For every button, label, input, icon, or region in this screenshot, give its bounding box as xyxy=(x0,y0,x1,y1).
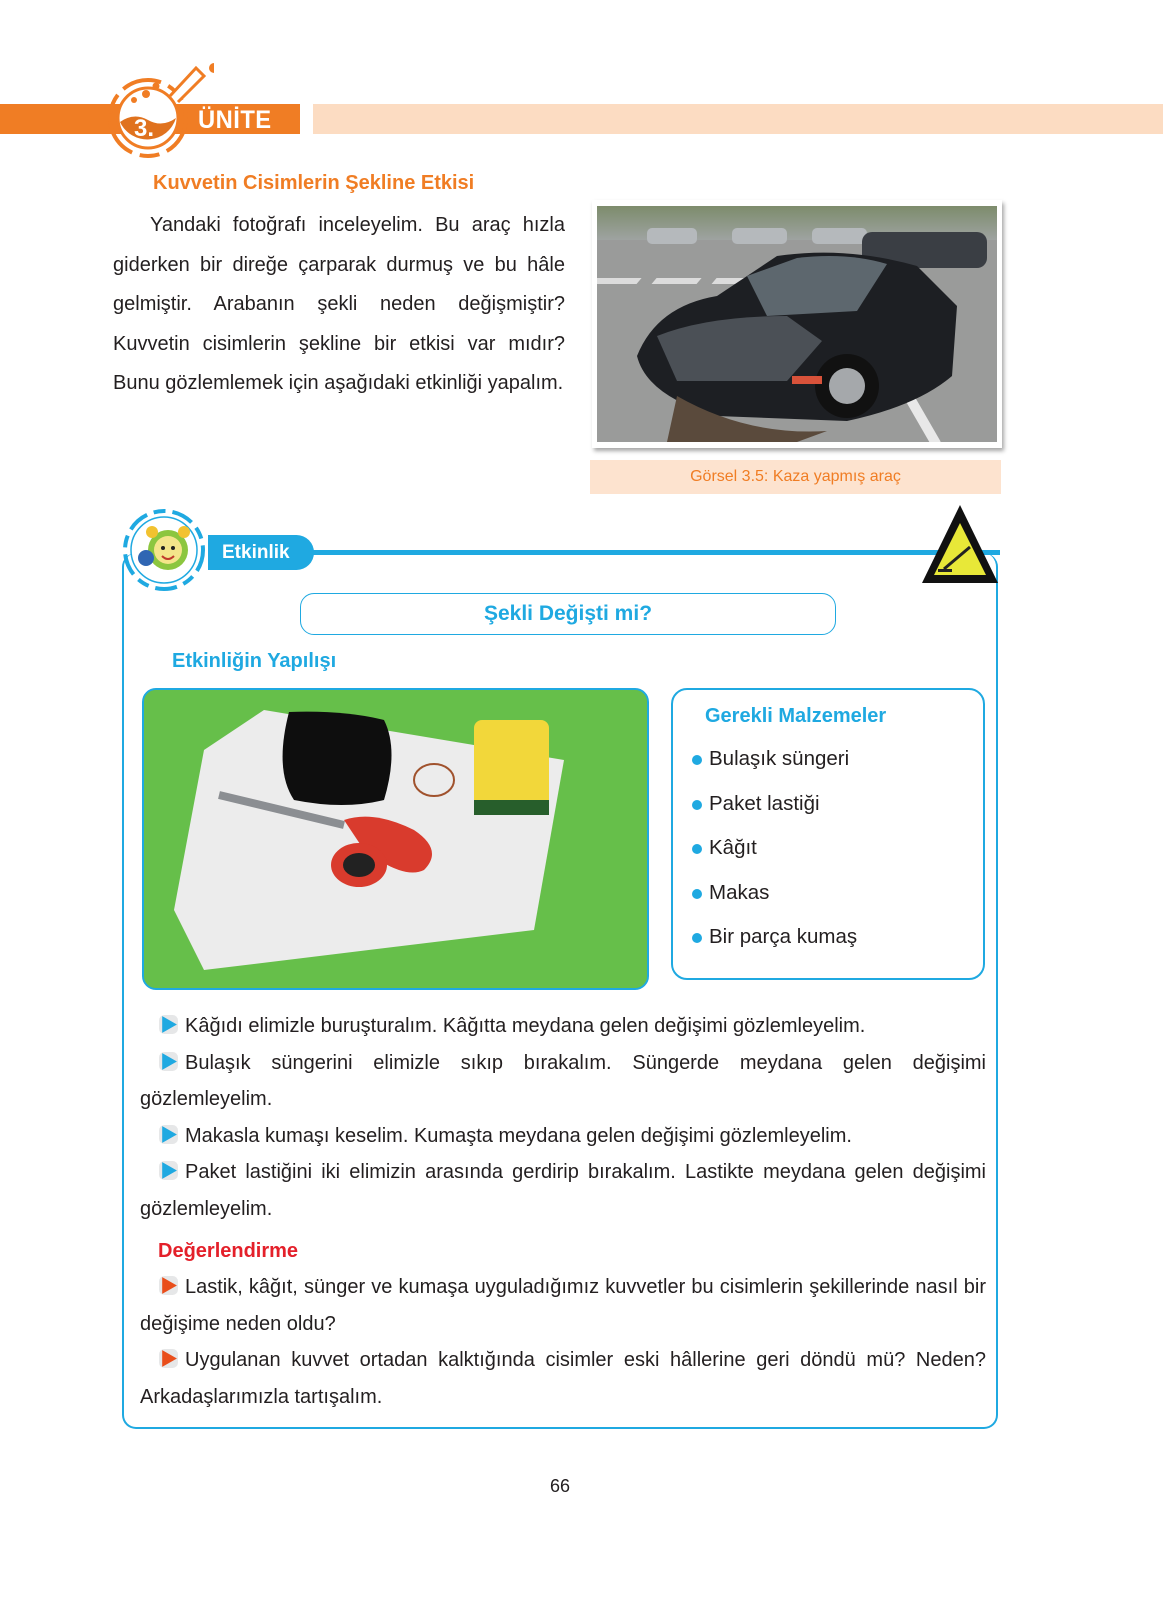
crashed-car-photo xyxy=(597,206,997,442)
red-arrow-icon xyxy=(158,1275,179,1296)
step-item: Makasla kumaşı keselim. Kumaşta meydana gelen değişimi gözlemleyelim. xyxy=(140,1118,986,1155)
warning-sign-icon xyxy=(920,503,1000,585)
list-item: Bir parça kumaş xyxy=(692,920,857,965)
intro-paragraph: Yandaki fotoğrafı inceleyelim. Bu araç hızla giderken bir direğe çarparak durmuş ve bu hâle gelmiştir. Arabanın şekli neden değişmiştir? Kuvvetin cisimlerin şekline bir etkisi var mıdır? Bunu gözlemlemek için aşağıdaki etkinliği yapalım. xyxy=(113,214,565,394)
bullet-icon xyxy=(692,844,702,854)
list-item: Paket lastiği xyxy=(692,787,857,832)
blue-arrow-icon xyxy=(158,1014,179,1035)
activity-header-line xyxy=(300,550,1000,555)
step-item: Bulaşık süngerini elimizle sıkıp bırakalım. Süngerde meydana gelen değişimi gözlemleyelim. xyxy=(140,1051,986,1110)
materials-list xyxy=(692,742,857,965)
evaluation-question: Lastik, kâğıt, sünger ve kumaşa uyguladığımız kuvvetler bu cisimlerin şekillerinde nasıl bir değişime neden oldu? xyxy=(140,1276,986,1335)
blue-arrow-icon xyxy=(158,1160,179,1181)
evaluation-heading: Değerlendirme xyxy=(158,1240,299,1262)
activity-tab: Etkinlik xyxy=(208,535,314,570)
step-item: Paket lastiğini iki elimizin arasında gerdirip bırakalım. Lastikte meydana gelen değişimi gözlemleyelim. xyxy=(140,1161,986,1220)
bullet-icon xyxy=(692,933,702,943)
unit-header-band xyxy=(313,104,1163,134)
unit-number: 3. xyxy=(134,115,155,142)
bullet-icon xyxy=(692,889,702,899)
blue-arrow-icon xyxy=(158,1051,179,1072)
materials-photo xyxy=(142,688,649,990)
bullet-icon xyxy=(692,755,702,765)
section-title: Kuvvetin Cisimlerin Şekline Etkisi xyxy=(153,172,475,194)
alarm-clock-mascot-icon xyxy=(122,508,207,593)
red-arrow-icon xyxy=(158,1348,179,1369)
evaluation-question: Uygulanan kuvvet ortadan kalktığında cisimler eski hâllerine geri döndü mü? Neden? Arkadaşlarımızla tartışalım. xyxy=(140,1349,986,1408)
list-item: Bulaşık süngeri xyxy=(692,742,857,787)
list-item: Makas xyxy=(692,876,857,921)
materials-heading: Gerekli Malzemeler xyxy=(705,705,887,727)
page-number: 66 xyxy=(549,1476,571,1496)
procedure-steps xyxy=(140,1008,986,1415)
figure-caption: Görsel 3.5: Kaza yapmış araç xyxy=(590,460,1001,494)
bullet-icon xyxy=(692,800,702,810)
list-item: Kâğıt xyxy=(692,831,857,876)
unit-label: ÜNİTE xyxy=(198,106,272,134)
blue-arrow-icon xyxy=(158,1124,179,1145)
procedure-heading: Etkinliğin Yapılışı xyxy=(172,650,337,672)
activity-title: Şekli Değişti mi? xyxy=(300,593,836,635)
step-item: Kâğıdı elimizle buruşturalım. Kâğıtta meydana gelen değişimi gözlemleyelim. xyxy=(140,1008,986,1045)
